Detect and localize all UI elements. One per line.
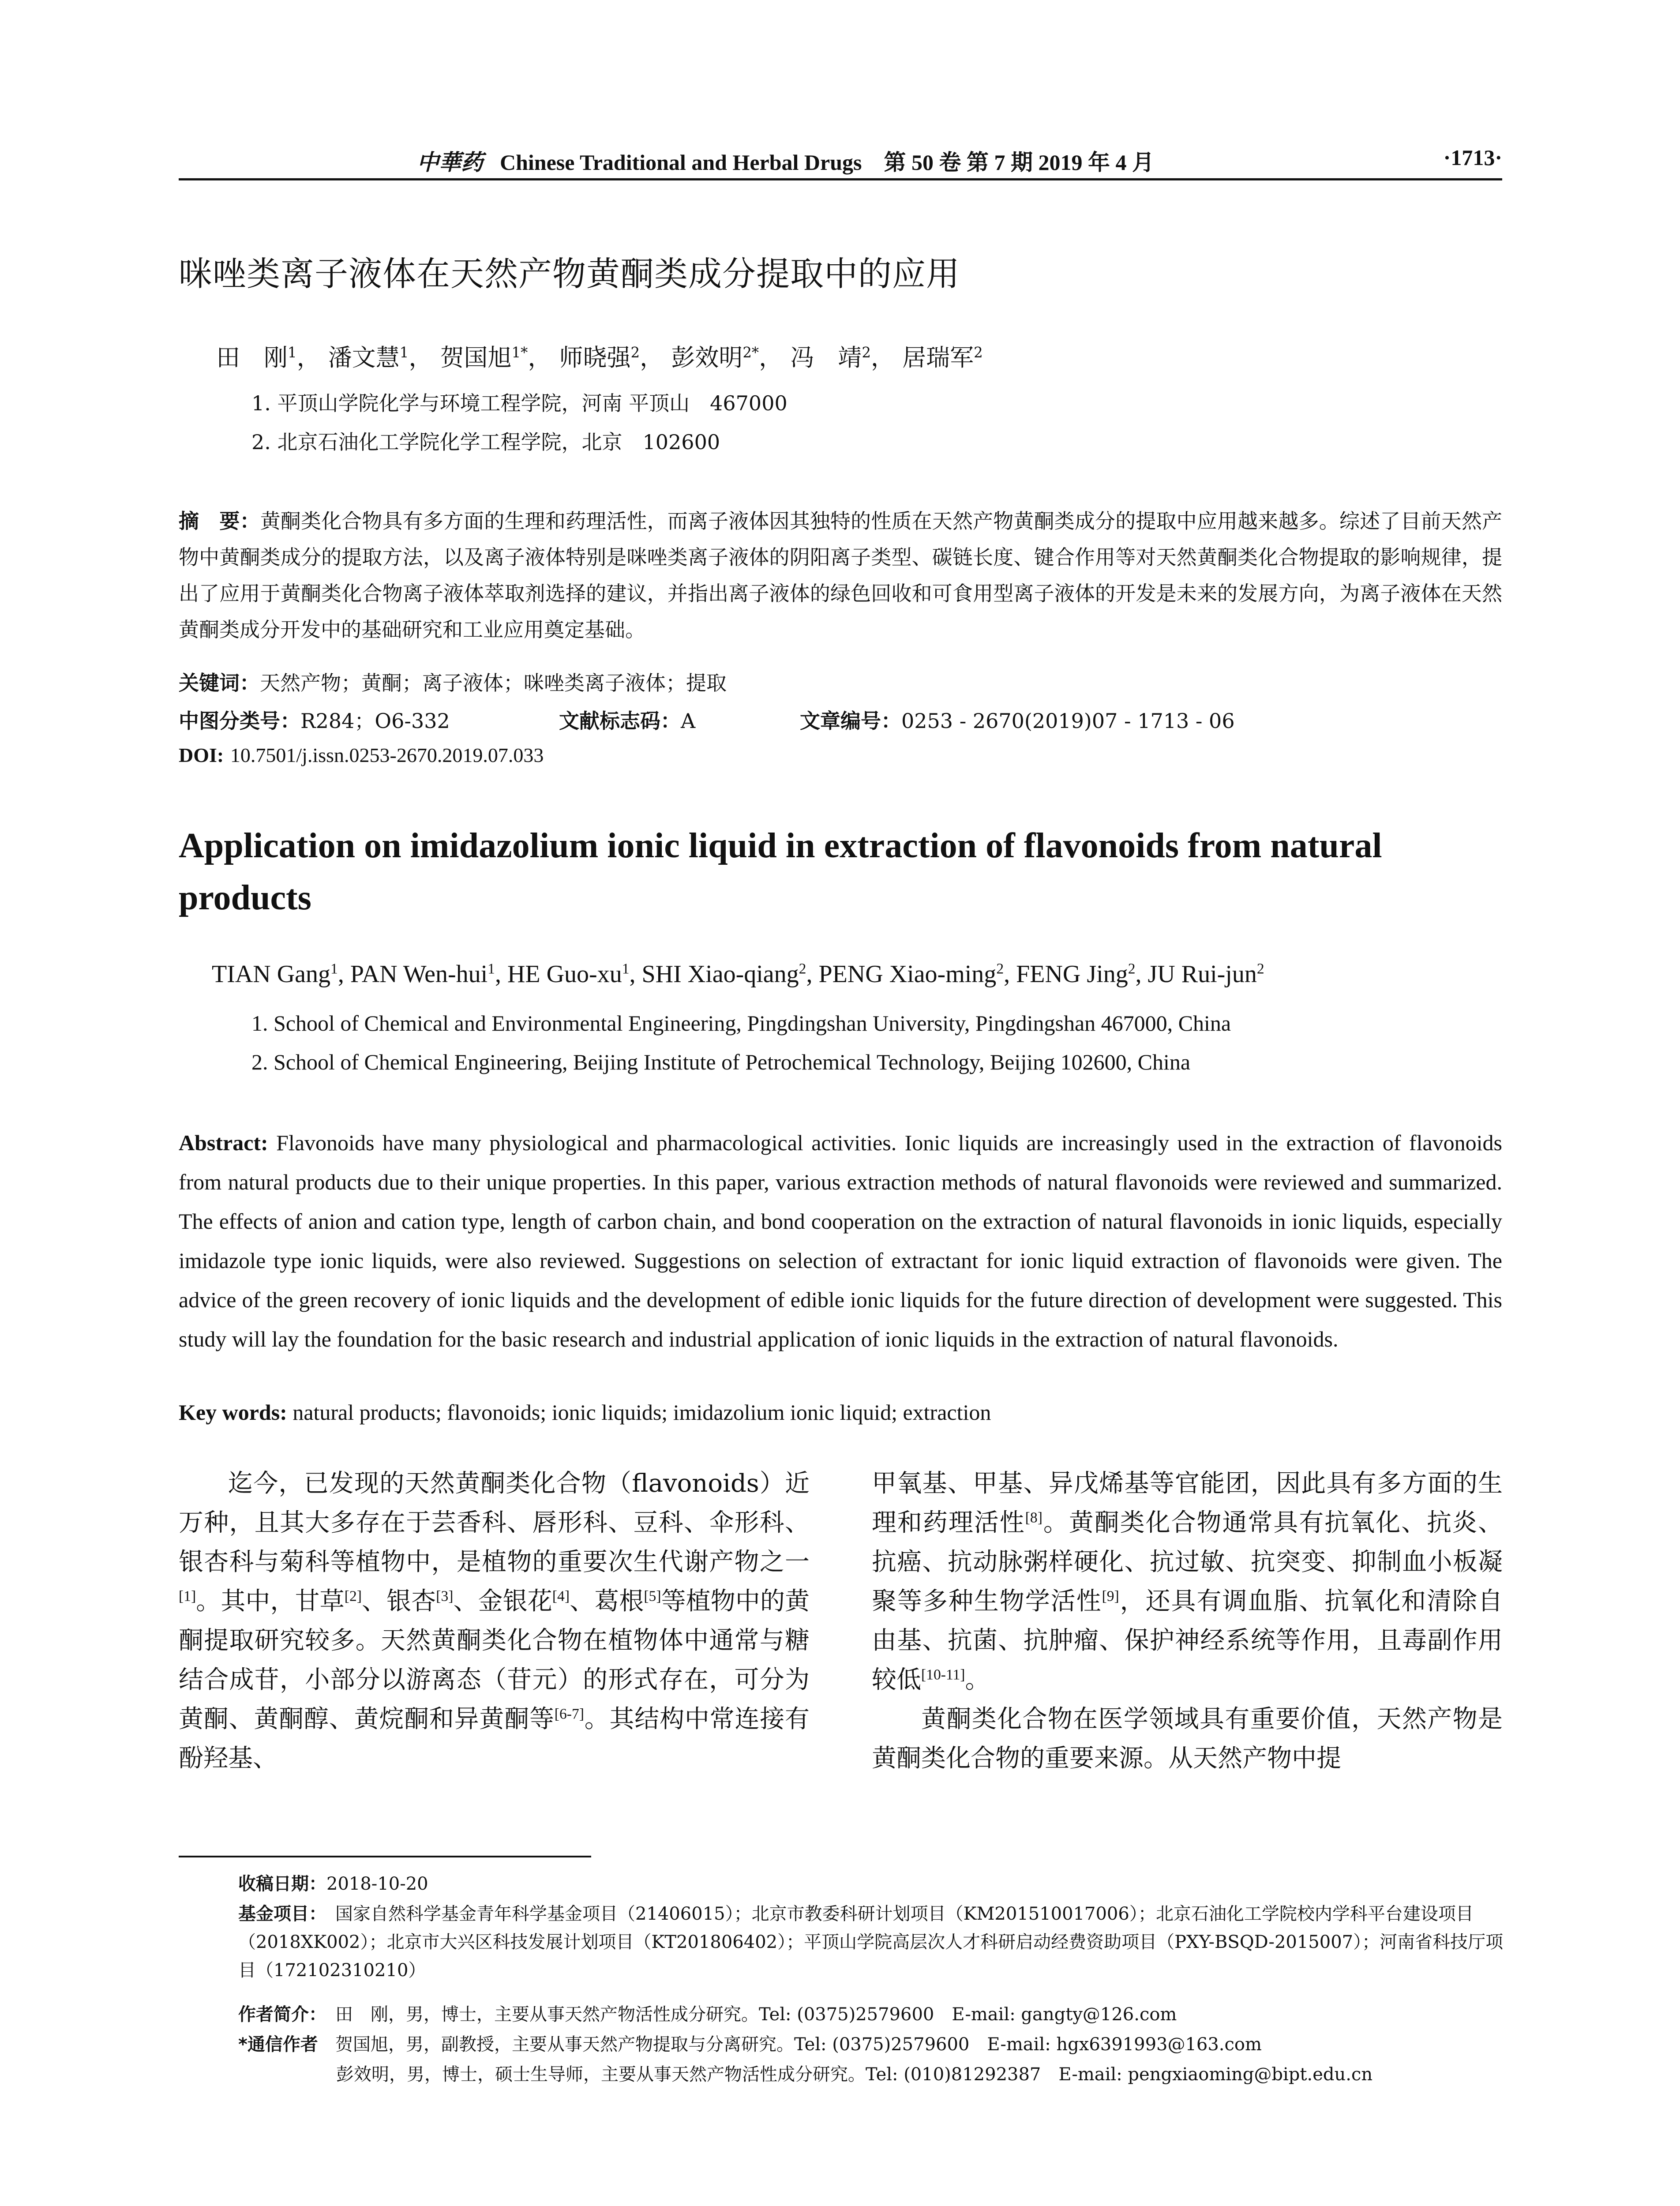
correspondence-label: *通信作者 [238,2034,318,2055]
fund-value: 国家自然科学基金青年科学基金项目（21406015）；北京市教委科研计划项目（KM201510017006）；北京石油化工学院校内学科平台建设项目（2018XK002）；北京市大兴区科技发展计划项目（KT201806402）；平顶山学院高层次人才科研启动经费资助项目（PXY-BSQD-2015007）；河南省科技厅项目（172102310210） [238,1904,1504,1981]
footnote-author [238,2000,1504,2029]
english-author-list: TIAN Gang$^1$, PAN Wen-hui$^1$, HE Guo-$xu^1$, SHI Xiao-qiang$^2$, PENG Xiao-ming$^2$, FENG Jing$^2$, JU Rui-jun$^2$ [212,960,1264,988]
body-paragraph [872,1464,1503,1700]
received-label: 收稿日期： [238,1874,326,1894]
article-no-value: 0253 - 2670(2019)07 - 1713 - 06 [901,709,1235,733]
author-mark: 1 [330,960,338,977]
fund-label: 基金项目： [238,1904,326,1924]
author: SHI Xiao-qiang [641,960,799,988]
citation: [1] [179,1588,196,1605]
author: 田 刚 [216,344,288,371]
author: 冯 靖 [790,344,862,371]
author: PAN Wen-hui [350,960,488,988]
abstract-text: 黄酮类化合物具有多方面的生理和药理活性，而离子液体因其独特的性质在天然产物黄酮类成分的提取中应用越来越多。综述了目前天然产物中黄酮类成分的提取方法，以及离子液体特别是咪唑类离子液体的阴阳离子类型、碳链长度、键合作用等对天然黄酮类化合物提取的影响规律，提出了应用于黄酮类化合物离子液体萃取剂选择的建议，并指出离子液体的绿色回收和可食用型离子液体的开发是未来的发展方向，为离子液体在天然黄酮类成分开发中的基础研究和工业应用奠定基础。 [179,509,1502,642]
chinese-abstract [179,503,1502,648]
chinese-keywords [179,667,727,696]
abstract-label: Abstract: [179,1130,268,1155]
clc-label: 中图分类号： [179,709,300,733]
body-text: 。其中，甘草 [196,1587,345,1616]
footnote-correspondence-2: 彭效明，男，博士，硕士生导师，主要从事天然产物活性成分研究。Tel: (010)81292387 E-mail: pengxiaoming@bipt.edu.cn [336,2064,1373,2085]
body-text: 。黄酮类化合物通常具有抗氧化、抗炎、抗癌、抗动脉粥样硬化、抗过敏、抗突变、抑制血小板凝聚等多种生物学活性 [872,1508,1503,1616]
author: 师晓强 [559,344,631,371]
author: TIAN Gang [212,960,331,988]
body-text: 。其结构中常连接有酚羟基、 [179,1705,810,1773]
doc-code-value: A [681,709,696,733]
header-rule [179,178,1502,180]
citation: [6-7] [554,1706,584,1722]
journal-name-en: Chinese Traditional and Herbal Drugs [500,150,862,175]
classification-line [179,705,1235,734]
body-text: 、葛根 [570,1587,644,1616]
keywords-label: Key words: [179,1400,287,1425]
author: 潘文慧 [328,344,400,371]
author-mark: 2 [862,344,871,361]
english-keywords [179,1399,991,1425]
journal-name [417,145,1154,176]
chinese-author-list: 田 刚$^1$， 潘文慧$^1$， 贺国旭$^{1*}$， 师晓强$^2$， 彭效明$^{2*}$， 冯 靖$^2$， 居瑞军$^2$ [216,344,983,371]
journal-issue: 第 50 卷 第 7 期 2019 年 4 月 [884,150,1154,175]
chinese-title: 咪唑类离子液体在天然产物黄酮类成分提取中的应用 [179,254,960,293]
citation: [3] [436,1588,454,1605]
clc-value: R284；O6-332 [300,709,450,733]
author: HE Guo-xu [507,960,622,988]
citation: [5] [644,1588,661,1605]
citation: [8] [1025,1509,1042,1526]
body-text: ，还具有调血脂、抗氧化和清除自由基、抗菌、抗肿瘤、保护神经系统等作用，且毒副作用较低 [872,1587,1503,1694]
footnote-fund [238,1900,1504,1985]
abstract-label: 摘 要： [179,509,260,533]
citation: [10-11] [921,1666,965,1683]
english-affiliation: 1. School of Chemical and Environmental Engineering, Pingdingshan University, Pingdingshan 467000, China [251,1011,1231,1035]
chinese-affiliation: 2. 北京石油化工学院化学工程学院，北京 102600 [251,430,720,454]
page-number: ·1713· [1443,145,1502,170]
body-paragraph: 黄酮类化合物在医学领域具有重要价值，天然产物是黄酮类化合物的重要来源。从天然产物中提 [872,1705,1503,1773]
citation: [4] [552,1588,570,1605]
footnote-correspondence [238,2030,1504,2059]
body-column-left [179,1464,810,1778]
author-mark: 1* [511,344,528,361]
author: PENG Xiao-ming [818,960,997,988]
author-mark: 2 [1256,960,1264,977]
doi-value: 10.7501/j.issn.0253-2670.2019.07.033 [230,744,544,766]
correspondence-value: 贺国旭，男，副教授，主要从事天然产物提取与分离研究。Tel: (0375)2579600 E-mail: hgx6391993@163.com [335,2034,1262,2055]
author-mark: 2 [799,960,806,977]
keywords-text: 天然产物；黄酮；离子液体；咪唑类离子液体；提取 [260,671,727,695]
journal-name-cn: 中華药 [417,149,483,175]
author: 贺国旭 [440,344,512,371]
body-text: 、金银花 [453,1587,552,1616]
keywords-label: 关键词： [179,671,260,695]
citation: [2] [344,1588,362,1605]
author: 居瑞军 [902,344,974,371]
doi-line [179,743,544,767]
running-header [179,140,1502,176]
author-mark: 2* [742,344,759,361]
keywords-text: natural products; flavonoids; ionic liquids; imidazolium ionic liquid; extraction [292,1400,991,1425]
author: 彭效明 [671,344,743,371]
english-affiliation: 2. School of Chemical Engineering, Beijing Institute of Petrochemical Technology, Beijing 102600, China [251,1050,1191,1074]
doc-code-label: 文献标志码： [559,709,681,733]
author-mark: 2 [996,960,1004,977]
footnote-received [238,1870,1504,1898]
author-value: 田 刚，男，博士，主要从事天然产物活性成分研究。Tel: (0375)2579600 E-mail: gangty@126.com [335,2004,1177,2025]
received-value: 2018-10-20 [326,1874,428,1894]
body-text: 、银杏 [361,1587,436,1616]
body-text: 迄今，已发现的天然黄酮类化合物（flavonoids）近万种，且其大多存在于芸香科、唇形科、豆科、伞形科、银杏科与菊科等植物中，是植物的重要次生代谢产物之一 [179,1469,810,1576]
doi-label: DOI: [179,744,224,766]
body-text: 甲氧基、甲基、异戊烯基等官能团，因此具有多方面的生理和药理活性 [872,1469,1503,1537]
author: FENG Jing [1016,960,1128,988]
article-no-label: 文章编号： [800,709,901,733]
author-mark: 2 [974,344,983,361]
abstract-text: Flavonoids have many physiological and pharmacological activities. Ionic liquids are increasingly used in the extraction of flavonoids from natural products due to their unique properties. In this paper, various extraction methods of natural flavonoids were reviewed and summarized. The effects of anion and cation type, length of carbon chain, and bond cooperation on the extraction of natural flavonoids in ionic liquids, especially imidazole type ionic liquids, were also reviewed. Suggestions on selection of extractant for ionic liquid extraction of flavonoids were given. The advice of the green recovery of ionic liquids and the development of edible ionic liquids for the future direction of development were suggested. This study will lay the foundation for the basic research and industrial application of ionic liquids in the extraction of natural flavonoids. [179,1130,1503,1351]
body-column-right [872,1464,1503,1778]
body-text: 。 [965,1666,990,1694]
author-mark: 2 [630,344,640,361]
author-mark: 1 [622,960,630,977]
author-mark: 1 [488,960,495,977]
english-title: Application on imidazolium ionic liquid in extraction of flavonoids from natural products [179,826,1382,917]
citation: [9] [1102,1588,1119,1605]
author-label: 作者简介： [238,2004,326,2025]
author-mark: 1 [288,344,297,361]
chinese-affiliation: 1. 平顶山学院化学与环境工程学院，河南 平顶山 467000 [251,391,788,415]
body-paragraph [179,1464,810,1778]
body-text: 等植物中的黄酮提取研究较多。天然黄酮类化合物在植物体中通常与糖结合成苷，小部分以游离态（苷元）的形式存在，可分为黄酮、黄酮醇、黄烷酮和异黄酮等 [179,1587,810,1733]
footnote-rule [179,1856,591,1857]
author-mark: 1 [399,344,409,361]
author-mark: 2 [1128,960,1136,977]
english-abstract [179,1123,1502,1359]
author: JU Rui-jun [1148,960,1257,988]
